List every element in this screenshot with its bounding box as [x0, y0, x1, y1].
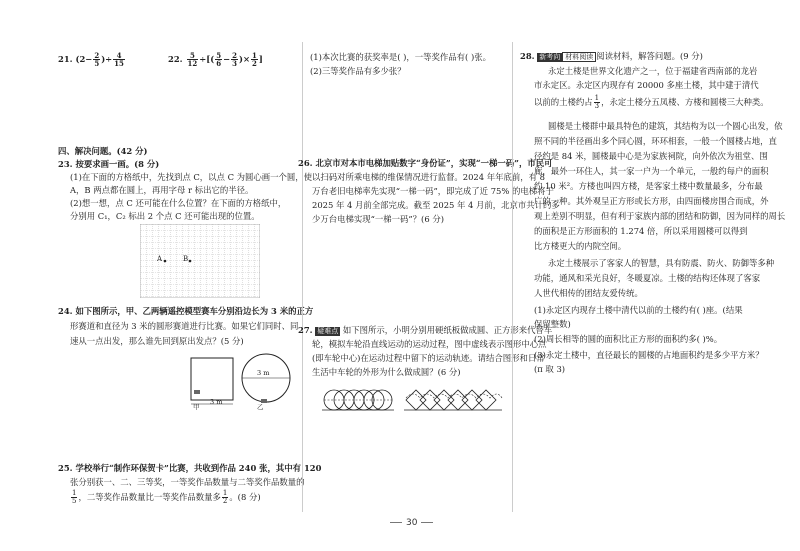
q22: 22. $\frac{5}{12}$ ÷[( $\frac{5}{6}$ − $\frac{2}{3}$ )× $\frac{1}{2}$ ]: [168, 51, 263, 68]
q24-line2: 形赛道和直径为 3 米的圆形赛道进行比赛。如果它们同时、同: [70, 321, 299, 331]
q28-sub3-cont: (π 取 3): [534, 364, 566, 374]
section-4-heading: 四、解决问题。(42 分): [58, 146, 148, 156]
q25-sub1: (1)本次比赛的获奖率是( )，一等奖作品有( )张。: [310, 52, 492, 62]
car-a-label: 甲: [193, 403, 200, 411]
car-b-label: 乙: [257, 403, 264, 411]
q24-line1: 24. 如下图所示，甲、乙两辆遥控模型赛车分别沿边长为 3 米的正方: [58, 306, 314, 316]
q27-line2: 轮，模拟车轮沿直线运动的运动过程，图中虚线表示图形中心点: [312, 339, 547, 349]
q27-figure: [322, 384, 507, 416]
q28-p4: 圆楼是土楼群中最具特色的建筑，其结构为以一个圆心出发，依: [548, 121, 783, 131]
q21: 21. (2− $\frac{2}{5}$ )÷ $\frac{4}{15}$: [58, 51, 124, 68]
q23-title: 23. 按要求画一画。(8 分): [58, 159, 160, 169]
q23-line4: 分别用 C₁，C₂ 标出 2 个点 C 还可能出现的位置。: [70, 211, 260, 221]
q28-sub3: (3)永定土楼中，直径最长的圆楼的占地面积约是多少平方米？: [534, 350, 764, 360]
q28-p8: 约 10 米²。方楼也叫四方楼，是客家土楼中数量最多，分布最: [534, 181, 763, 191]
q28-p13: 永定土楼展示了客家人的智慧，具有防震、防火、防御等多种: [548, 258, 775, 268]
car-a-icon: [194, 390, 200, 394]
q28-p1: 永定土楼是世界文化遗产之一，位于福建省西南部的龙岩: [548, 66, 758, 76]
q26-line5: 少万台电梯实现“一梯一码”？(6 分): [312, 214, 444, 224]
q27-line1: 27. 疑难点 如下图所示，小明分别用硬纸板做成圆、正方形来代替车: [298, 325, 553, 335]
q28-p7: 廊，最外一环住人，其一家一户为一个单元，一般约每户的面积: [534, 166, 769, 176]
tag-new: 新考向: [539, 53, 561, 61]
q26-line2: 以扫码对所乘电梯的维保情况进行监督。2024 年年底前，有 8: [312, 172, 545, 182]
q25-line1: 25. 学校举行“制作环保贺卡”比赛，共收到作品 240 张，其中有 120: [58, 463, 322, 473]
q28-p3: 以前的土楼约占 $\frac{1}{3}$ ，永定土楼分五凤楼、方楼和圆楼三大种类。: [534, 94, 769, 110]
point-b-label: B: [183, 255, 189, 263]
q24-line3: 速从一点出发，那么谁先回到原出发点？(5 分): [70, 336, 244, 346]
q28-p12: 比方楼更大的内院空间。: [534, 241, 627, 251]
point-b: [189, 260, 192, 263]
q28-p11: 的面积是正方形面积的 1.274 倍，所以采用圆楼可以得到: [534, 226, 748, 236]
column-divider-2: [512, 42, 513, 512]
q28-sub2: (2)周长相等的圆的面积比正方形的面积约多( )%。: [534, 334, 723, 344]
q25-line3: $\frac{1}{5}$ ，二等奖作品数量比一等奖作品数量多 $\frac{1}{2}$ 。(8 分): [72, 489, 261, 505]
q28-p9: 广的一种。其外观呈正方形或长方形，由四面楼房围合而成，外: [534, 196, 769, 206]
q26-line3: 万台老旧电梯率先实现“一梯一码”，即完成了近 75% 的电梯将于: [312, 186, 554, 196]
q26-line4: 2025 年 4 月前全部完成。截至 2025 年 4 月前，北京市共计约多: [312, 200, 560, 210]
page-number: 30: [386, 518, 437, 528]
point-a-label: A: [157, 255, 163, 263]
square-side-label: 3 m: [210, 398, 223, 406]
q28-p15: 人世代相传的团结友爱传统。: [534, 288, 643, 298]
q26-line1: 26. 北京市对本市电梯加贴数字“身份证”，实现“一梯一码”，市民可: [298, 158, 553, 168]
q27-line4: 生活中车轮的外形为什么做成圆？(6 分): [312, 367, 461, 377]
q27-line3: (即车轮中心)在运动过程中留下的运动轨迹。请结合图形和日常: [312, 353, 545, 363]
q28-p10: 观上差别不明显，但有利于家族内部的团结和防御，因为同样的周长: [534, 211, 786, 221]
q28-sub1-cont: 保留整数): [534, 319, 571, 329]
difficulty-tag: 疑难点: [317, 327, 339, 335]
rolling-squares: [404, 390, 502, 410]
q23-line1: (1)在下面的方格纸中，先找到点 C，以点 C 为圆心画一个圆，使: [70, 172, 313, 182]
q25-line2: 张分别获一、二、三等奖，一等奖作品数量与二等奖作品数量的: [70, 477, 305, 487]
q28-sub1: (1)永定区内现存土楼中清代以前的土楼约有( )座。(结果: [534, 305, 743, 315]
circle-diameter-label: 3 m: [257, 369, 270, 377]
q25-sub2: (2)三等奖作品有多少张？: [310, 66, 406, 76]
q23-line3: (2)想一想，点 C 还可能在什么位置？在下面的方格纸中，: [70, 198, 287, 208]
q23-line2: A，B 两点都在圆上，再用字母 r 标出它的半径。: [70, 185, 254, 195]
q28-p5: 照不同的半径画出多个同心圆，环环相套，一般一个圆楼占地，直: [534, 136, 777, 146]
q28-p2: 市永定区。永定区内现存有 20000 多座土楼，其中建于清代: [534, 80, 759, 90]
column-divider-1: [302, 42, 303, 512]
q28-title: 28. 新考向 材料阅读 阅读材料，解答问题。(9 分): [520, 51, 703, 61]
point-a: [164, 260, 167, 263]
q24-figure: [186, 346, 296, 410]
tag-reading: 材料阅读: [562, 52, 596, 62]
q28-p6: 径约是 84 米，圆楼最中心是为家族祠院，向外依次为祖堂、围: [534, 151, 768, 161]
q28-p14: 功能，通风和采光良好，冬暖夏凉。土楼的结构还体现了客家: [534, 273, 761, 283]
